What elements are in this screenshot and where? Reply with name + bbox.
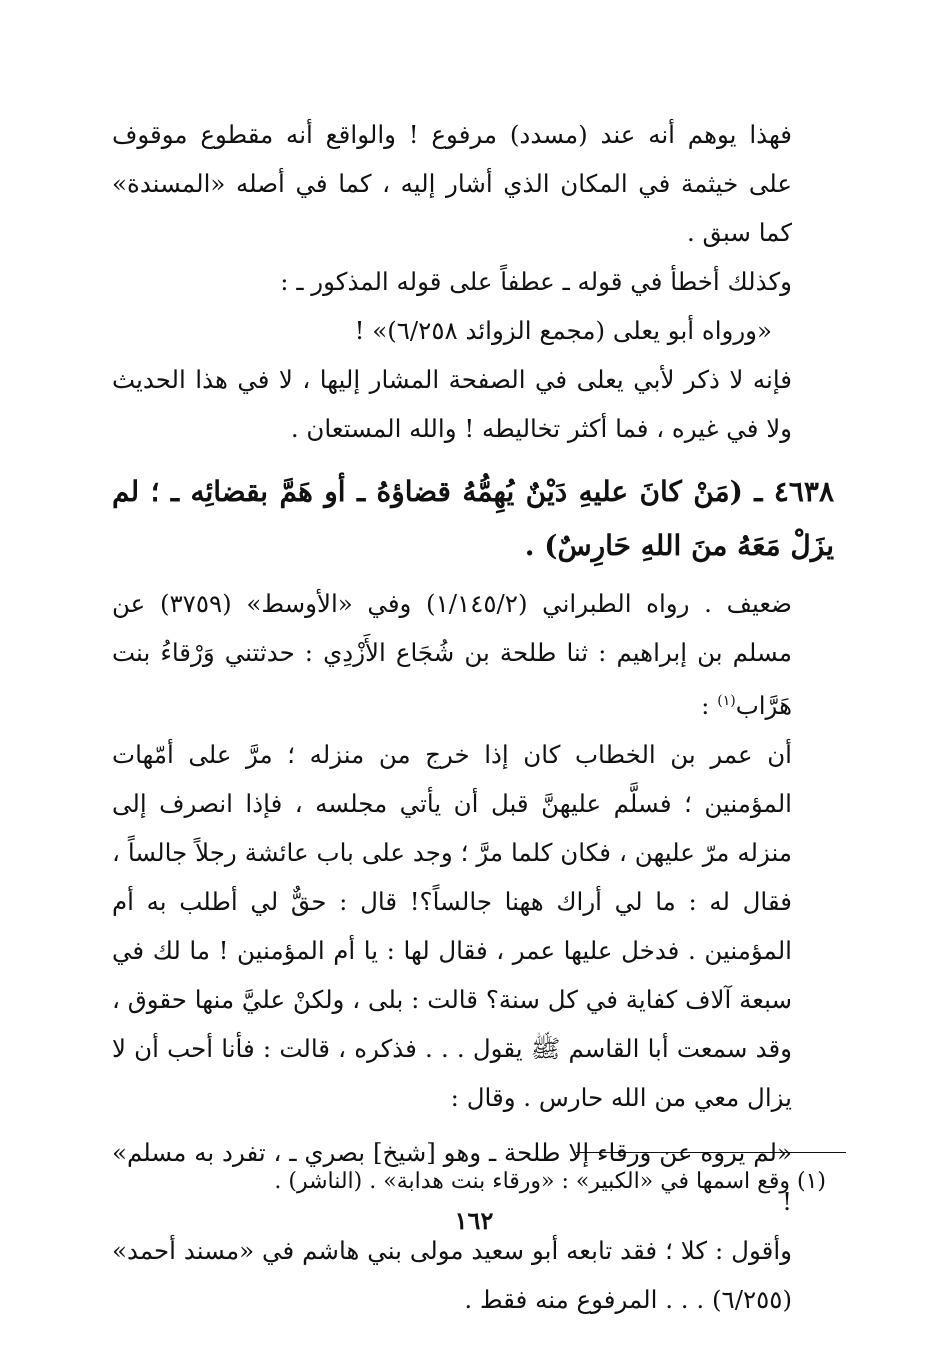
grading-paragraph	[112, 579, 834, 730]
quote-paragraph: «لم يروه عن ورقاء إلا طلحة ـ وهو [شيخ] بصري ـ ، تفرد به مسلم» !	[112, 1138, 792, 1217]
paragraph-2: وكذلك أخطأ في قوله ـ عطفاً على قوله المذكور ـ :	[280, 267, 792, 296]
paragraph-4: فإنه لا ذكر لأبي يعلى في الصفحة المشار إليها ، لا في هذا الحديث ولا في غيره ، فما أكثر تخاليطه ! والله المستعان .	[112, 365, 792, 443]
footnote	[112, 1160, 834, 1204]
grading-text: ضعيف . رواه الطبراني (١/١٤٥/٢) وفي «الأوسط» (٣٧٥٩) عن مسلم بن إبراهيم : ثنا طلحة بن شُجَاع الأَزْدِي : حدثتني وَرْقاءُ بنت هَرَّاب	[112, 589, 792, 721]
page-number: ١٦٢	[454, 1206, 494, 1235]
narrative-paragraph: أن عمر بن الخطاب كان إذا خرج من منزله ؛ مرَّ على أمّهات المؤمنين ؛ فسلَّم عليهنَّ قبل أن يأتي مجلسه ، فإذا انصرف إلى منزله مرّ عليهن ، فكان كلما مرَّ ؛ وجد على باب عائشة رجلاً جالساً ، فقال له : ما لي أراك ههنا جالساً؟! قال : حقٌّ لي أطلب به أم المؤمنين . فدخل عليها عمر ، فقال لها : يا أم المؤمنين ! ما لك في سبعة آلاف كفاية في كل سنة؟ قالت : بلى ، ولكنْ عليَّ منها حقوق ، وقد سمعت أبا القاسم ﷺ يقول . . . فذكره ، قالت : فأنا أحب أن لا يزال معي من الله حارس . وقال :	[112, 740, 792, 1113]
grading-end: :	[701, 691, 718, 721]
footnote-text: (١) وقع اسمها في «الكبير» : «ورقاء بنت هدابة» . (الناشر) .	[274, 1169, 826, 1194]
paragraph-1: فهذا يوهم أنه عند (مسدد) مرفوع ! والواقع أنه مقطوع موقوف على خيثمة في المكان الذي أشار إليه ، كما في أصله «المسندة» كما سبق .	[112, 120, 792, 247]
reply-paragraph: وأقول : كلا ؛ فقد تابعه أبو سعيد مولى بني هاشم في «مسند أحمد» (٦/٢٥٥) . . . المرفوع منه فقط .	[112, 1236, 792, 1315]
hadith-heading: ٤٦٣٨ ـ (مَنْ كانَ عليهِ دَيْنٌ يُهِمُّهُ قضاؤهُ ـ أو هَمَّ بقضائِه ـ ؛ لم يزَلْ مَعَهُ منَ اللهِ حَارِسٌ) .	[112, 475, 834, 562]
footnote-divider	[576, 1152, 846, 1153]
footnote-reference: (١)	[717, 693, 736, 709]
main-text	[112, 110, 834, 1324]
paragraph-3: «ورواه أبو يعلى (مجمع الزوائد ٦/٢٥٨)» !	[354, 316, 772, 345]
